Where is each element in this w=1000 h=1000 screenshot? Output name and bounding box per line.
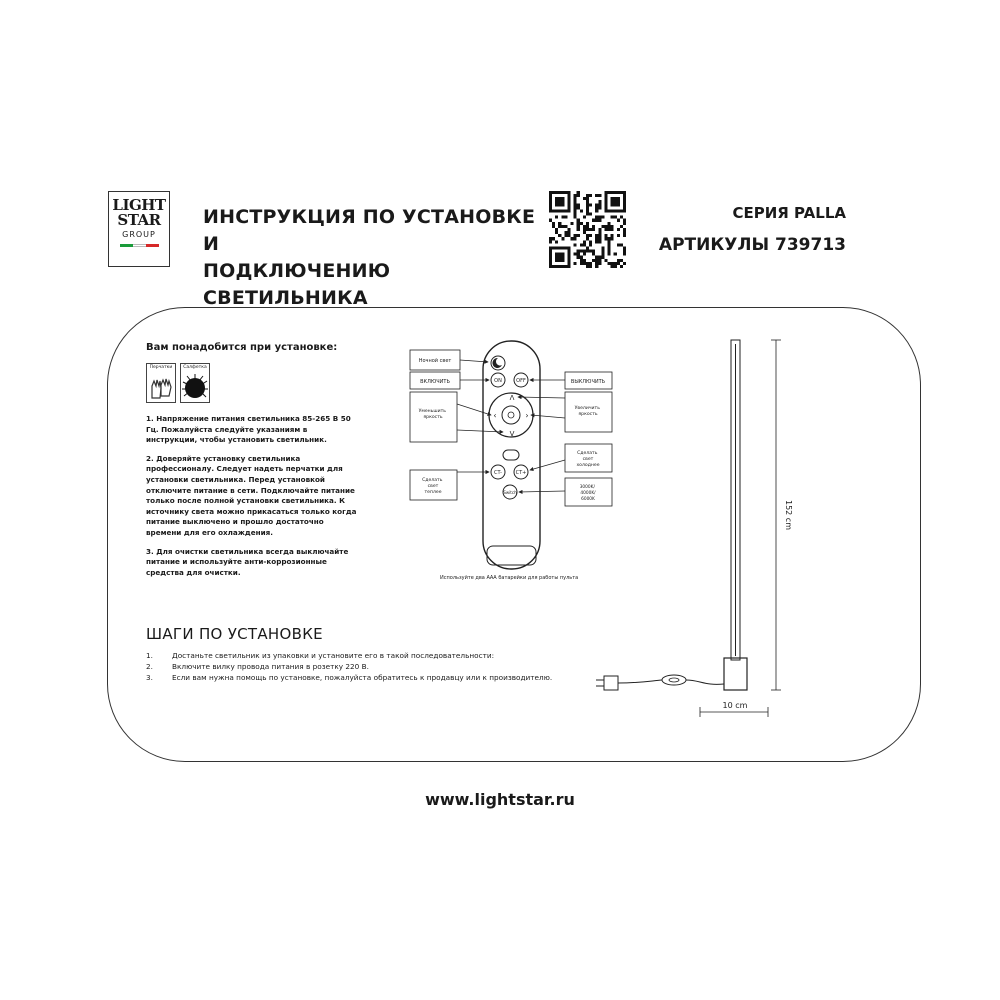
up-glyph: Λ (509, 394, 515, 402)
ct-plus-label: CT+ (515, 470, 527, 476)
step-number: 1. (146, 651, 153, 660)
tool-label: Перчатки (149, 365, 173, 370)
steps-list (146, 650, 552, 683)
title-line-2: ПОДКЛЮЧЕНИЮ СВЕТИЛЬНИКА (203, 260, 391, 309)
callout-text-line: свет (582, 457, 594, 462)
product-series: СЕРИЯ PALLA (732, 204, 846, 222)
left-glyph: ‹ (493, 411, 497, 420)
safety-note: 1. Напряжение питания светильника 85-265 В 50 Гц. Пожалуйста следуйте указаниям в инструкции, чтобы установить светильник. (146, 414, 351, 445)
foot-switch (662, 675, 686, 685)
off-button-label: OFF (516, 378, 526, 384)
step-item (146, 672, 552, 683)
warmer-text: Сделать (422, 478, 443, 483)
callout-text-line: 6000K (581, 497, 595, 502)
tool-gloves (146, 363, 176, 403)
off-callout-text: ВЫКЛЮЧИТЬ (570, 379, 606, 385)
step-text: Достаньте светильник из упаковки и установите его в такой последовательности: (172, 651, 495, 660)
page-title (203, 204, 543, 312)
logo-line-3: GROUP (122, 230, 156, 239)
step-item (146, 650, 552, 661)
callout-text-line: теплее (424, 490, 442, 495)
requirements-title: Вам понадобится при установке: (146, 342, 338, 353)
safety-note: 2. Доверяйте установку светильника профессионалу. Следует надеть перчатки для установки светильника. Перед установкой отключите питание в сети. Подключайте питание только после полной установки светильника. К источнику света можно прикасаться только когда питание выключено и прошло достаточно времени для его охлаждения. (146, 453, 357, 537)
cloth-icon (181, 372, 209, 402)
moon-icon (492, 358, 502, 368)
lightstar-logo (108, 191, 170, 267)
power-cable (618, 680, 724, 684)
right-glyph: › (525, 411, 529, 420)
gloves-icon (147, 372, 175, 402)
cooler-text: Сделать (577, 451, 598, 456)
italian-flag-stripe (120, 244, 159, 247)
warmer-callout-text (422, 477, 444, 495)
bulb-icon (508, 412, 514, 418)
remote-battery-cover (487, 546, 536, 565)
center-button (502, 406, 520, 424)
website-url[interactable]: www.lightstar.ru (425, 790, 575, 809)
down-glyph: V (509, 430, 515, 438)
steps-title: ШАГИ ПО УСТАНОВКЕ (146, 625, 323, 643)
step-text: Включите вилку провода питания в розетку 220 В. (172, 662, 369, 671)
remote-body (483, 341, 540, 569)
callout-text-line: 4000K/ (580, 491, 596, 496)
floor-lamp-drawing (580, 330, 810, 720)
decrease-callout-text (419, 408, 448, 420)
safety-notes (146, 414, 358, 586)
callout-text-line: яркость (423, 415, 443, 420)
night-light-text: Ночной свет (418, 358, 452, 364)
switch-button-label: Switch (503, 490, 517, 495)
on-button-label: ON (494, 378, 502, 384)
callout-text-line: холоднее (576, 463, 600, 468)
mode-button (503, 450, 519, 460)
step-item (146, 661, 552, 672)
tools-list (146, 363, 210, 403)
battery-footnote: Используйте два ААА батарейки для работы пульта (440, 575, 579, 581)
height-label: 152 cm (784, 499, 793, 531)
step-text: Если вам нужна помощь по установке, пожалуйста обратитесь к продавцу или к производителю. (172, 673, 553, 682)
callout-text-line: свет (427, 484, 439, 489)
lamp-base (724, 658, 747, 690)
step-number: 2. (146, 662, 153, 671)
tool-cloth (180, 363, 210, 403)
logo-line-2: STAR (117, 211, 161, 229)
step-number: 3. (146, 673, 153, 682)
width-label: 10 cm (722, 701, 748, 710)
product-article: АРТИКУЛЫ 739713 (658, 235, 846, 255)
on-callout-text: ВКЛЮЧИТЬ (420, 379, 450, 385)
logo-line-1: LIGHT (112, 196, 166, 214)
increase-text: Увеличить (574, 406, 600, 411)
title-line-1: ИНСТРУКЦИЯ ПО УСТАНОВКЕ И (203, 206, 536, 255)
decrease-text: Уменьшить (418, 409, 446, 414)
ct-minus-label: CT- (494, 470, 502, 476)
power-plug (604, 676, 618, 690)
tool-label: Салфетка (183, 365, 207, 370)
qr-code-icon (549, 191, 626, 268)
callout-text-line: яркость (578, 412, 598, 417)
safety-note: 3. Для очистки светильника всегда выключайте питание и используйте анти-коррозионные средства для очистки. (146, 546, 349, 577)
temps-text: 3000K/ (579, 485, 595, 490)
